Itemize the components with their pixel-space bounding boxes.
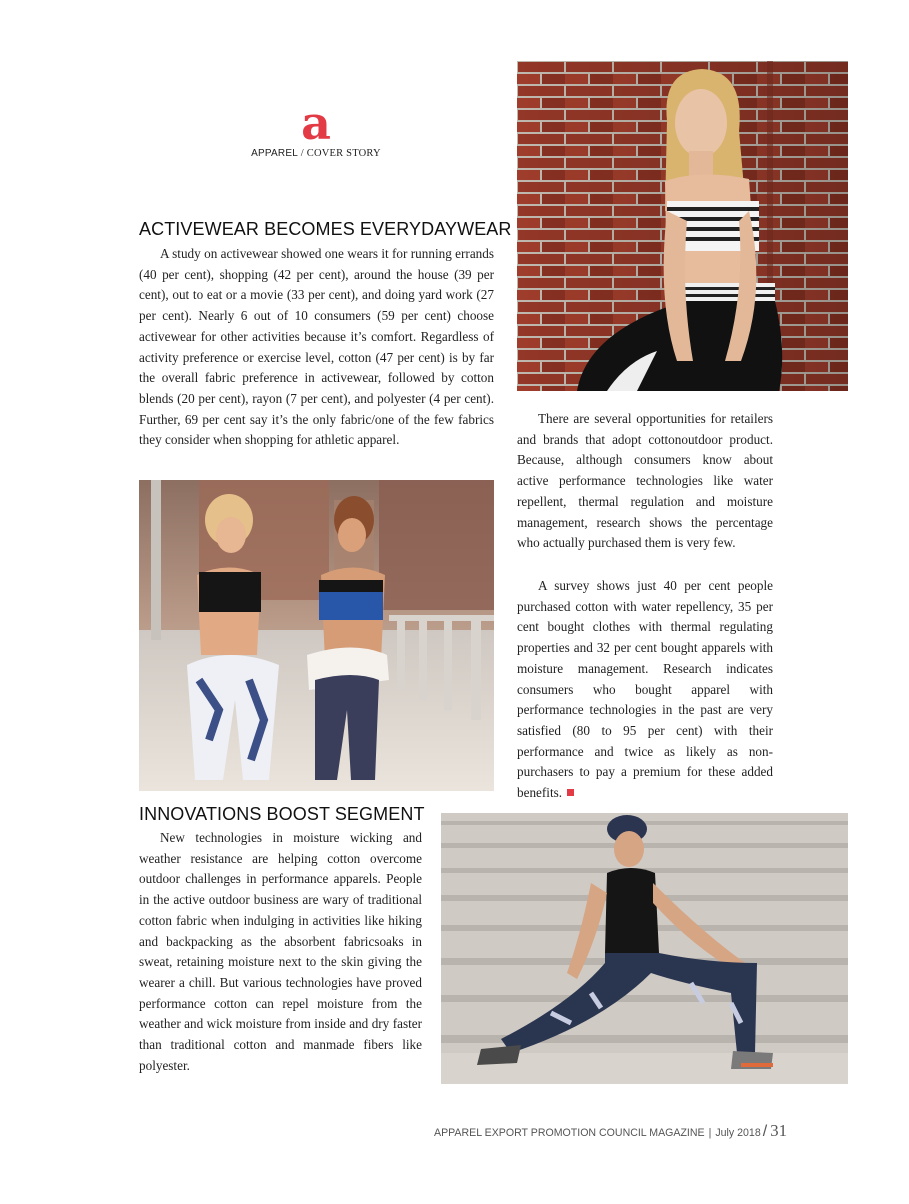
right-column-para1: There are several opportunities for retailers and brands that adopt cottonoutdoor product. Because, although consumers know about active performance technologies like water repellent, thermal regulation and moisture management, research shows the percentage who actually purchased them is very few. <box>517 411 773 551</box>
heading-innovations: INNOVATIONS BOOST SEGMENT <box>139 804 425 824</box>
page-number: 31 <box>770 1121 788 1140</box>
section-label-separator: / <box>297 148 307 159</box>
page-footer <box>434 1121 787 1141</box>
section-label-tail: COVER STORY <box>306 148 381 159</box>
footer-magazine-name: APPAREL EXPORT PROMOTION COUNCIL MAGAZINE <box>434 1127 705 1139</box>
right-column-para2-text: A survey shows just 40 per cent people purchased cotton with water repellency, 35 per cent bought clothes with thermal regulating properties and 32 per cent bought apparels with moisture management. Research indicates consumers who bought apparel with performance technologies in the past are very satisfied (80 to 95 per cent) with their performance and twice as likely as non-purchasers to pay a premium for these added benefits. <box>517 578 773 801</box>
footer-separator: | <box>708 1127 712 1139</box>
section-label <box>226 148 406 159</box>
right-column-para2 <box>517 576 773 804</box>
heading-activewear: ACTIVEWEAR BECOMES EVERYDAYWEAR <box>139 219 512 239</box>
photo-woman-stretching-steps <box>441 813 848 1084</box>
article1-body: A study on activewear showed one wears it for running errands (40 per cent), shopping (42 per cent), around the house (39 per cent), out to eat or a movie (33 per cent), and doing yard work (27 per cent). Nearly 6 out of 10 consumers (59 per cent) choose activewear for other activities because it’s comfort. Regardless of activity preference or exercise level, cotton (47 per cent) is by far the overall fabric preference in activewear, followed by cotton blends (20 per cent), rayon (7 per cent), and polyester (4 per cent). Further, 69 per cent say it’s the only fabric/one of the few fabrics they consider when shopping for athletic apparel. <box>139 246 494 448</box>
end-of-article-mark <box>567 789 574 796</box>
photo-brick-wall-model <box>517 61 848 391</box>
footer-issue-date: July 2018 <box>715 1127 761 1139</box>
article2-body: New technologies in moisture wicking and weather resistance are helping cotton overcome outdoor challenges in performance apparels. People in the active outdoor business are wary of traditional cotton fabric when indulging in activities like hiking and backpacking as the absorbent fabricsoaks in sweat, retaining moisture next to the skin giving the wearer a chill. But various technologies have proved performance cotton can repel moisture from the weather and wick moisture from inside and dry faster than traditional cotton and manmade fibers like polyester. <box>139 830 422 1073</box>
footer-slash: / <box>762 1123 768 1140</box>
magazine-logo: a <box>301 96 331 150</box>
section-label-main: APPAREL <box>251 148 298 159</box>
photo-two-women-running <box>139 480 494 791</box>
